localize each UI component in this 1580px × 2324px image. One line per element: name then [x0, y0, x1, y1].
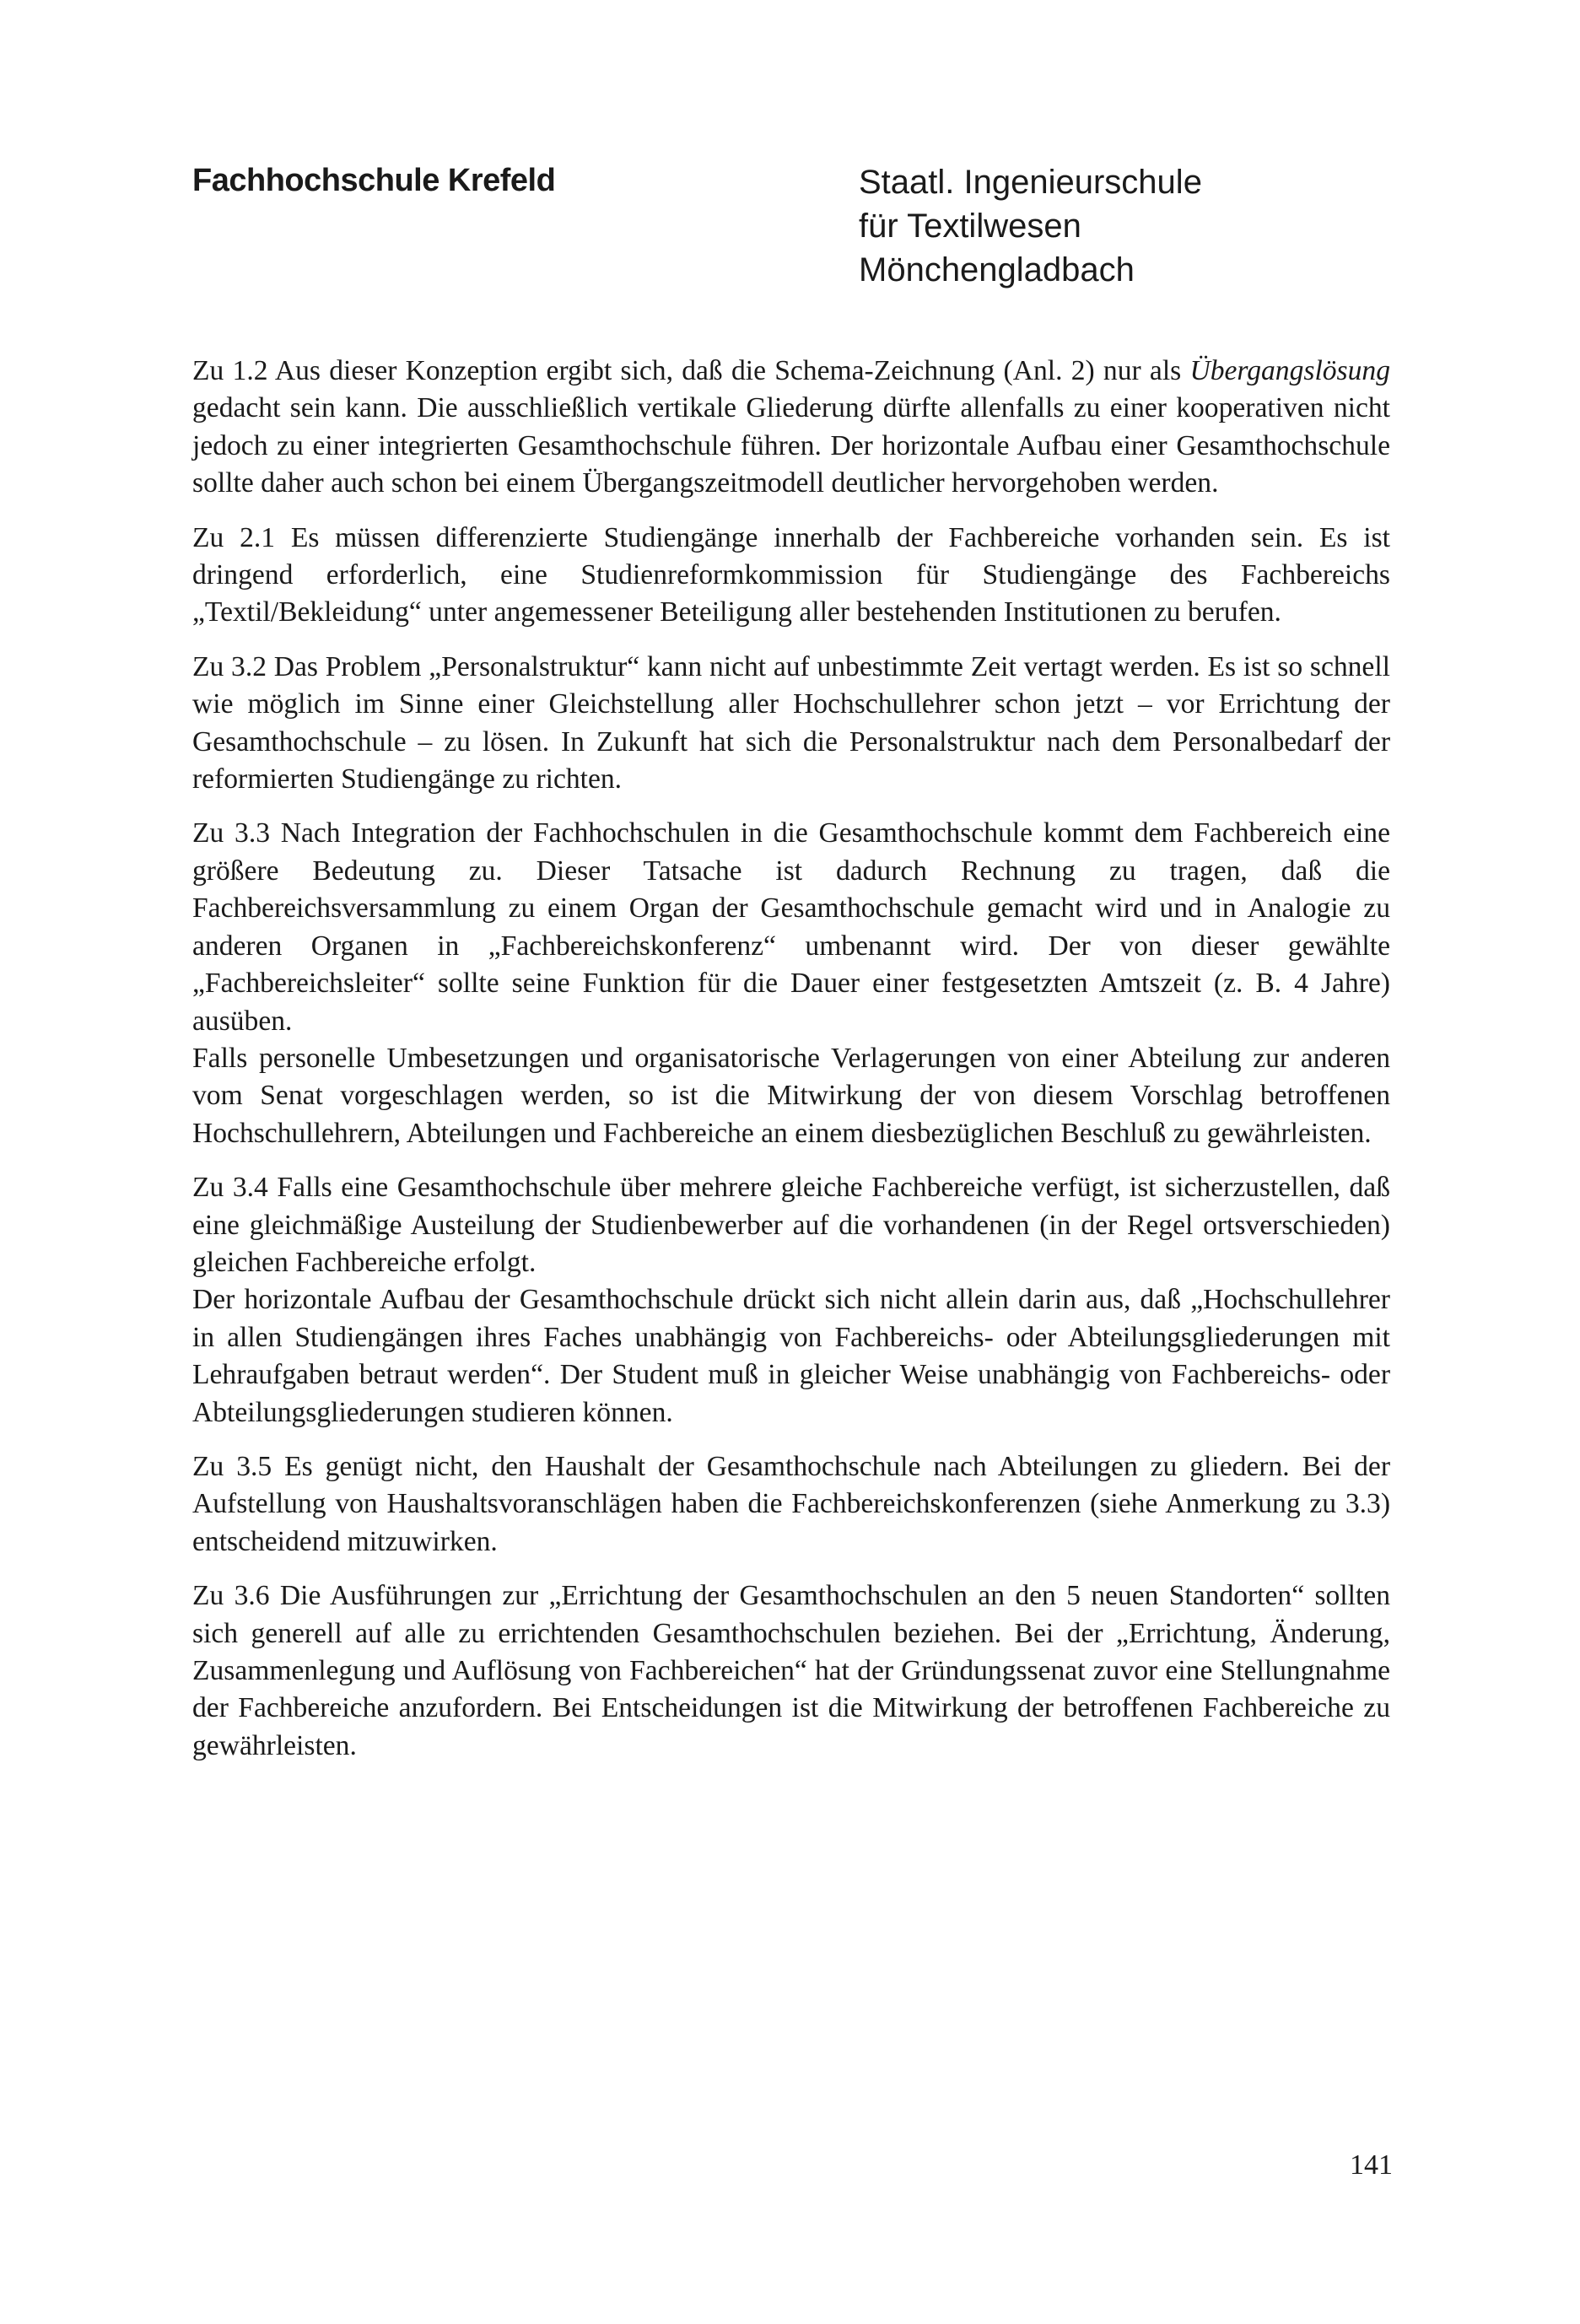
paragraph-zu-3-3: Zu 3.3 Nach Integration der Fachhochschulen in die Gesamthochschule kommt dem Fachbereich eine größere Bedeutung zu. Dieser Tatsache ist dadurch Rechnung zu tragen, daß die Fachbereichsversammlung zu einem Organ der Gesamthochschule gemacht wird und in Analogie zu anderen Organen in „Fachbereichskonferenz“ umbenannt wird. Der von dieser gewählte „Fachbereichsleiter“ sollte seine Funktion für die Dauer einer festgesetzten Amtszeit (z. B. 4 Jahre) ausüben.: [192, 817, 1390, 1037]
header-right-line-2: für Textilwesen: [859, 208, 1081, 245]
header-institution-right: [859, 160, 1202, 292]
paragraph-zu-1-2-part-a: Zu 1.2 Aus dieser Konzeption ergibt sich, daß die Schema-Zeichnung (Anl. 2) nur als: [192, 355, 1190, 386]
paragraph-zu-3-6: Zu 3.6 Die Ausführungen zur „Errichtung der Gesamthochschulen an den 5 neuen Standorten“ sollten sich generell auf alle zu errichtenden Gesamthochschulen beziehen. Bei der „Errichtung, Änderung, Zusammenlegung und Auflösung von Fachbereichen“ hat der Gründungssenat zuvor eine Stellungnahme der Fachbereiche anzufordern. Bei Entscheidungen ist die Mitwirkung der betroffenen Fachbereiche zu gewährleisten.: [192, 1580, 1390, 1761]
header-institution-left: Fachhochschule Krefeld: [192, 163, 556, 198]
paragraph-zu-3-3-continued: Falls personelle Umbesetzungen und organisatorische Verlagerungen von einer Abteilung zur anderen vom Senat vorgeschlagen werden, so ist die Mitwirkung der von diesem Vorschlag betroffenen Hochschullehrern, Abteilungen und Fachbereiche an einem diesbezüglichen Beschluß zu gewährleisten.: [192, 1042, 1390, 1149]
header-right-line-1: Staatl. Ingenieurschule: [859, 164, 1202, 201]
paragraph-zu-3-4-continued: Der horizontale Aufbau der Gesamthochschule drückt sich nicht allein darin aus, daß „Hochschullehrer in allen Studiengängen ihres Faches unabhängig von Fachbereichs- oder Abteilungsgliederungen mit Lehraufgaben betraut werden“. Der Student muß in gleicher Weise unabhängig von Fachbereichs- oder Abteilungsgliederungen studieren können.: [192, 1284, 1390, 1428]
paragraph-zu-1-2-emphasis: Übergangslösung: [1189, 355, 1390, 386]
paragraph-zu-1-2: [192, 353, 1390, 503]
page-number: 141: [1350, 2149, 1393, 2181]
body-text: [192, 353, 1390, 1782]
paragraph-zu-3-5: Zu 3.5 Es genügt nicht, den Haushalt der Gesamthochschule nach Abteilungen zu gliedern. Bei der Aufstellung von Haushaltsvoranschlägen haben die Fachbereichskonferenzen (siehe Anmerkung zu 3.3) entscheidend mitzuwirken.: [192, 1450, 1390, 1557]
paragraph-zu-3-2: Zu 3.2 Das Problem „Personalstruktur“ kann nicht auf unbestimmte Zeit vertagt werden. Es ist so schnell wie möglich im Sinne einer Gleichstellung aller Hochschullehrer schon jetzt – vor Errichtung der Gesamthochschule – zu lösen. In Zukunft hat sich die Personalstruktur nach dem Personalbedarf der reformierten Studiengänge zu richten.: [192, 650, 1390, 795]
paragraph-zu-3-4: Zu 3.4 Falls eine Gesamthochschule über mehrere gleiche Fachbereiche verfügt, ist sicherzustellen, daß eine gleichmäßige Austeilung der Studienbewerber auf die vorhandenen (in der Regel ortsverschieden) gleichen Fachbereiche erfolgt.: [192, 1172, 1390, 1278]
header-right-line-3: Mönchengladbach: [859, 251, 1135, 288]
paragraph-zu-1-2-part-b: gedacht sein kann. Die ausschließlich vertikale Gliederung dürfte allenfalls zu einer kooperativen nicht jedoch zu einer integrierten Gesamthochschule führen. Der horizontale Aufbau einer Gesamthochschule sollte daher auch schon bei einem Übergangszeitmodell deutlicher hervorgehoben werden.: [192, 392, 1390, 499]
paragraph-zu-2-1: Zu 2.1 Es müssen differenzierte Studiengänge innerhalb der Fachbereiche vorhanden sein. Es ist dringend erforderlich, eine Studienreformkommission für Studiengänge des Fachbereichs „Textil/Bekleidung“ unter angemessener Beteiligung aller bestehenden Institutionen zu berufen.: [192, 521, 1390, 628]
